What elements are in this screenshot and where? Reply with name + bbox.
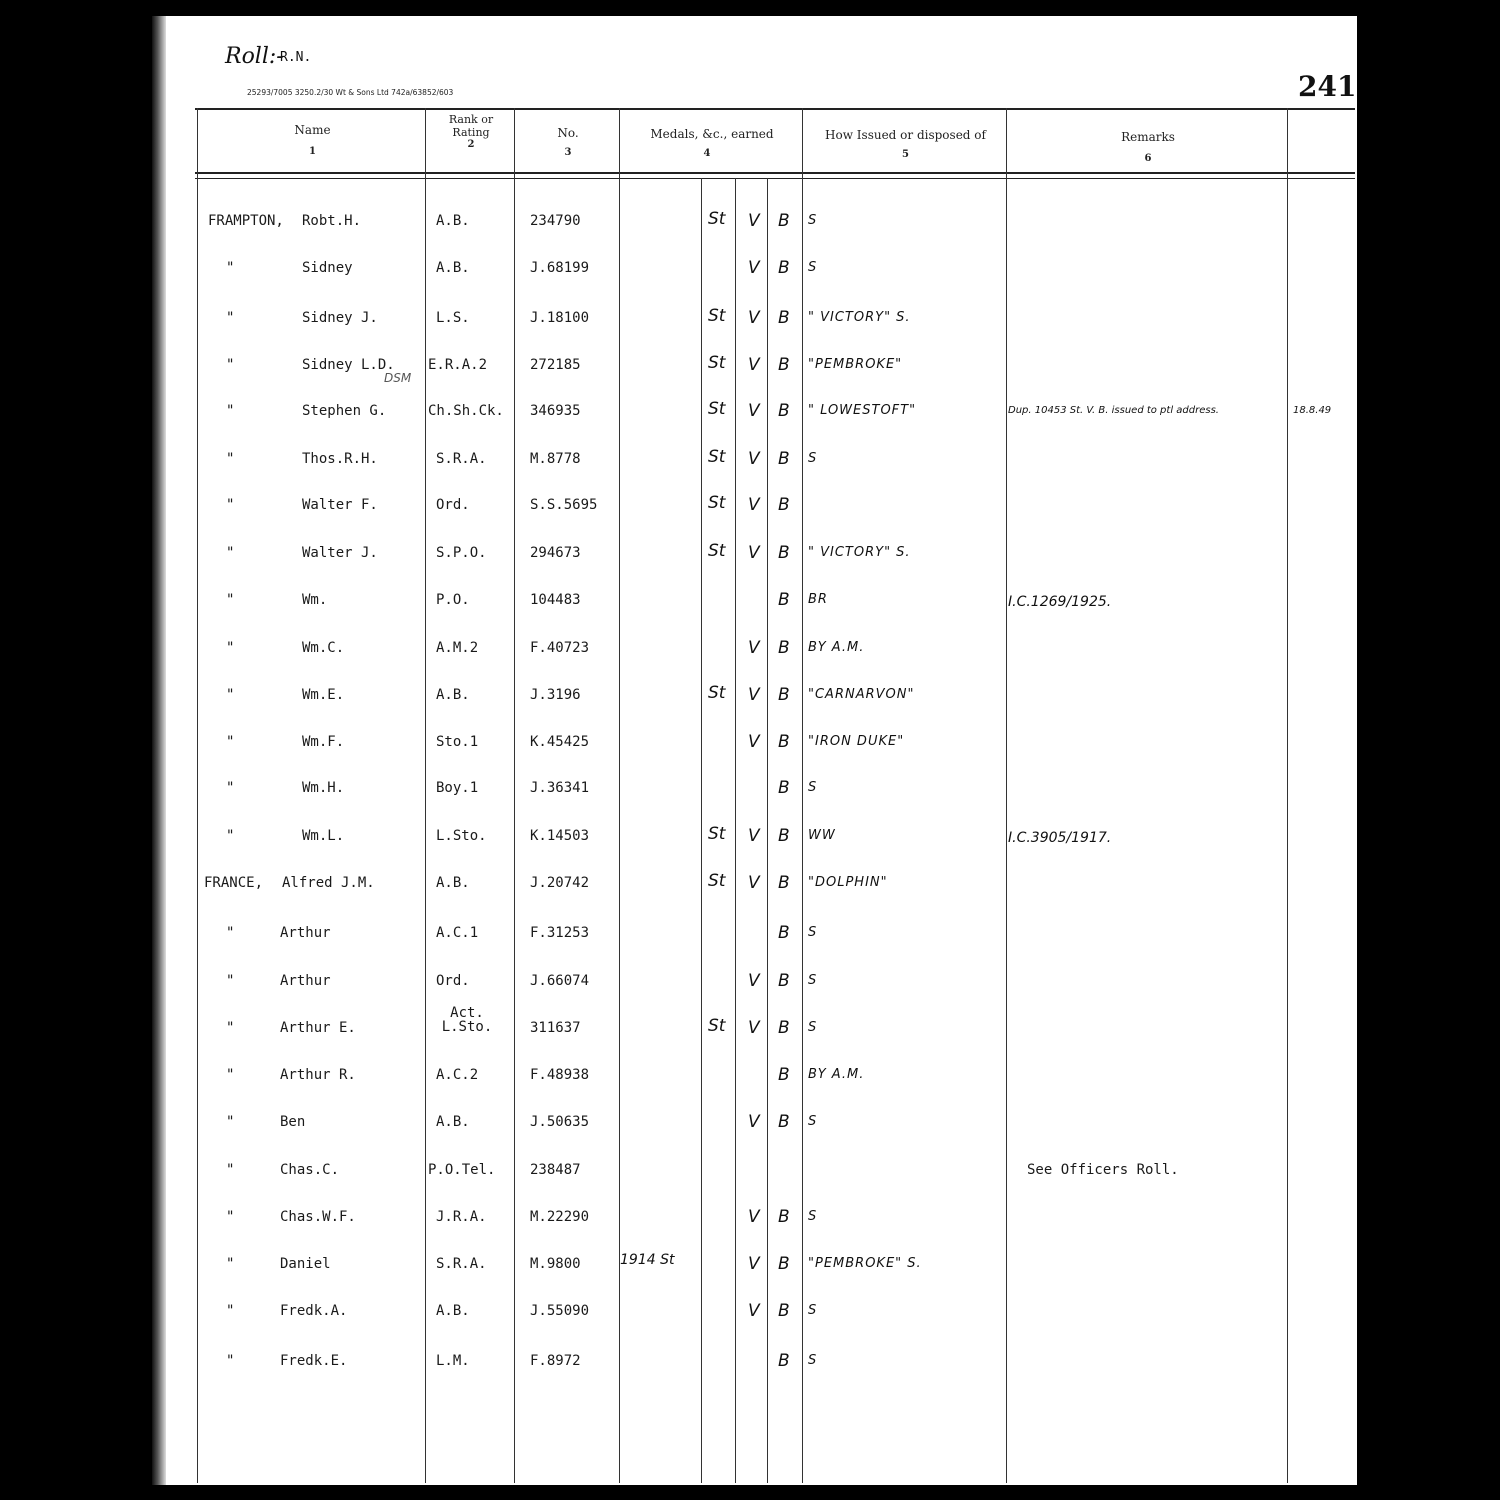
colhead-no: No. 3 [557, 126, 579, 158]
row-medal-victory: V [748, 401, 760, 421]
row-given-name: Fredk.E. [280, 1353, 348, 1369]
roll-title: Roll:- [225, 44, 284, 69]
colhead-name: Name 1 [294, 123, 331, 157]
row-given-name: Wm.F. [302, 734, 345, 750]
row-how-issued: S [808, 1303, 818, 1318]
row-given-name: Wm. [302, 592, 328, 608]
col-rule-1 [425, 108, 426, 1483]
print-code: 25293/7005 3250.2/30 Wt & Sons Ltd 742a/63852/603 [247, 88, 454, 97]
row-medal-star: St [708, 871, 726, 891]
row-given-name: Daniel [280, 1256, 331, 1272]
row-medal-victory: V [748, 826, 760, 846]
row-ditto-mark: " [226, 1162, 235, 1178]
row-medal-british: B [778, 1065, 790, 1085]
row-ditto-mark: " [226, 734, 235, 750]
row-given-name: Fredk.A. [280, 1303, 348, 1319]
row-service-number: J.66074 [530, 973, 590, 989]
row-rank: L.M. [436, 1353, 470, 1369]
medal-subrule-3 [767, 178, 768, 1483]
row-service-number: F.48938 [530, 1067, 590, 1083]
row-rank: E.R.A.2 [428, 357, 488, 373]
row-service-number: J.50635 [530, 1114, 590, 1130]
row-ditto-mark: " [226, 780, 235, 796]
row-medal-star: St [708, 353, 726, 373]
row-service-number: 346935 [530, 403, 581, 419]
row-remark: Dup. 10453 St. V. B. issued to ptl address. [1008, 405, 1219, 416]
colhead-medals: Medals, &c., earned 4 [650, 127, 774, 159]
row-given-name: Alfred J.M. [282, 875, 375, 891]
row-service-number: J.36341 [530, 780, 590, 796]
row-medal-star: St [708, 399, 726, 419]
row-service-number: 272185 [530, 357, 581, 373]
row-medal-british: B [778, 1207, 790, 1227]
row-medal-british: B [778, 590, 790, 610]
row-medal-british: B [778, 685, 790, 705]
row-rank: S.P.O. [436, 545, 487, 561]
row-given-name: Sidney [302, 260, 353, 276]
row-medal-victory: V [748, 732, 760, 752]
row-given-name: Walter J. [302, 545, 378, 561]
row-ditto-mark: " [226, 1303, 235, 1319]
row-medal-british: B [778, 638, 790, 658]
row-service-number: J.18100 [530, 310, 590, 326]
row-how-issued: S [808, 260, 818, 275]
row-ditto-mark: " [226, 1209, 235, 1225]
table-top-rule [195, 108, 1355, 110]
row-how-issued: " LOWESTOFT" [808, 403, 917, 418]
row-ditto-mark: " [226, 310, 235, 326]
row-service-number: M.22290 [530, 1209, 590, 1225]
row-service-number: 104483 [530, 592, 581, 608]
row-ditto-mark: " [226, 1114, 235, 1130]
row-ditto-mark: " [226, 1256, 235, 1272]
row-medal-british: B [778, 923, 790, 943]
row-given-name: Sidney L.D. [302, 357, 395, 373]
row-ditto-mark: " [226, 1020, 235, 1036]
col-rule-6 [1287, 108, 1288, 1483]
row-medal-british: B [778, 1301, 790, 1321]
row-rank: A.C.1 [436, 925, 479, 941]
row-rank: P.O. [436, 592, 470, 608]
header-bottom-rule [195, 172, 1355, 174]
row-medal-british: B [778, 1351, 790, 1371]
page-number: 241 [1298, 70, 1357, 103]
row-medal-victory: V [748, 1301, 760, 1321]
row-service-number: 294673 [530, 545, 581, 561]
row-ditto-mark: " [226, 828, 235, 844]
row-medal-british: B [778, 971, 790, 991]
row-medal-victory: V [748, 258, 760, 278]
row-service-number: F.8972 [530, 1353, 581, 1369]
row-medal-british: B [778, 732, 790, 752]
row-medal-star: St [708, 683, 726, 703]
row-medal-star: St [708, 306, 726, 326]
row-service-number: 234790 [530, 213, 581, 229]
medal-subrule-1 [701, 178, 702, 1483]
row-rank: L.Sto. [436, 828, 487, 844]
row-rank: L.S. [436, 310, 470, 326]
row-medal-victory: V [748, 638, 760, 658]
row-medal-british: B [778, 449, 790, 469]
row-medal-star: St [708, 447, 726, 467]
row-medal-victory: V [748, 211, 760, 231]
row-rank: A.C.2 [436, 1067, 479, 1083]
row-how-issued: S [808, 1114, 818, 1129]
row-given-name: Wm.E. [302, 687, 345, 703]
row-rank: Ch.Sh.Ck. [428, 403, 504, 419]
row-service-number: J.68199 [530, 260, 590, 276]
row-remark: I.C.3905/1917. [1008, 830, 1112, 846]
row-ditto-mark: " [226, 1067, 235, 1083]
row-medal-british: B [778, 211, 790, 231]
roll-service: R.N. [280, 50, 312, 65]
row-medal-victory: V [748, 355, 760, 375]
row-rank: P.O.Tel. [428, 1162, 496, 1178]
row-how-issued: S [808, 780, 818, 795]
row-ditto-mark: " [226, 451, 235, 467]
row-rank: Act. L.Sto. [441, 1005, 493, 1035]
row-service-number: J.3196 [530, 687, 581, 703]
col-rule-3 [619, 108, 620, 1483]
row-service-number: 311637 [530, 1020, 581, 1036]
row-how-issued: "PEMBROKE" S. [808, 1256, 922, 1271]
row-ditto-mark: " [226, 592, 235, 608]
row-medal-british: B [778, 543, 790, 563]
row-ditto-mark: " [226, 973, 235, 989]
row-medal-british: B [778, 1112, 790, 1132]
row-remark-date: 18.8.49 [1293, 405, 1332, 416]
scan-border-right [1357, 0, 1500, 1500]
row-service-number: M.9800 [530, 1256, 581, 1272]
row-rank: A.B. [436, 1303, 470, 1319]
row-ditto-mark: " [226, 925, 235, 941]
row-ditto-mark: " [226, 260, 235, 276]
row-given-name: Walter F. [302, 497, 378, 513]
row-rank: Sto.1 [436, 734, 479, 750]
row-how-issued: "DOLPHIN" [808, 875, 888, 890]
row-surname: FRANCE, [204, 875, 264, 891]
row-medal-british: B [778, 308, 790, 328]
row-service-number: S.S.5695 [530, 497, 598, 513]
row-how-issued: "CARNARVON" [808, 687, 915, 702]
row-medal-british: B [778, 355, 790, 375]
row-medal-british: B [778, 1254, 790, 1274]
row-service-number: J.55090 [530, 1303, 590, 1319]
row-given-name: Thos.R.H. [302, 451, 378, 467]
medal-subrule-2 [735, 178, 736, 1483]
col-rule-5 [1006, 108, 1007, 1483]
row-given-name: Arthur [280, 925, 331, 941]
row-medal-british: B [778, 495, 790, 515]
row-ditto-mark: " [226, 497, 235, 513]
row-how-issued: BR [808, 592, 828, 607]
sheet-binding-edge [152, 16, 166, 1485]
row-medal-star: St [708, 824, 726, 844]
col-rule-2 [514, 108, 515, 1483]
row-ditto-mark: " [226, 545, 235, 561]
header-bottom-rule-2 [195, 178, 1355, 179]
row-rank: J.R.A. [436, 1209, 487, 1225]
row-given-name: Ben [280, 1114, 306, 1130]
row-remark: See Officers Roll. [1027, 1162, 1179, 1178]
row-medal-victory: V [748, 1254, 760, 1274]
row-given-name: Chas.C. [280, 1162, 340, 1178]
row-ditto-mark: " [226, 403, 235, 419]
row-service-number: F.40723 [530, 640, 590, 656]
row-rank: A.M.2 [436, 640, 479, 656]
row-medal-victory: V [748, 1018, 760, 1038]
row-remark: I.C.1269/1925. [1008, 594, 1112, 610]
row-how-issued: " VICTORY" S. [808, 545, 911, 560]
row-given-name: Chas.W.F. [280, 1209, 356, 1225]
row-ditto-mark: " [226, 687, 235, 703]
row-ditto-mark: " [226, 1353, 235, 1369]
row-medal-victory: V [748, 1207, 760, 1227]
row-medal-star: St [708, 1016, 726, 1036]
row-rank: A.B. [436, 875, 470, 891]
row-given-name: Wm.C. [302, 640, 345, 656]
row-how-issued: " VICTORY" S. [808, 310, 911, 325]
row-given-name: Robt.H. [302, 213, 362, 229]
row-how-issued: S [808, 1353, 818, 1368]
row-how-issued: S [808, 925, 818, 940]
row-service-number: K.45425 [530, 734, 590, 750]
row-how-issued: WW [808, 828, 836, 843]
row-medal-british: B [778, 826, 790, 846]
row-rank: Ord. [436, 497, 470, 513]
row-medal-british: B [778, 873, 790, 893]
row-medal-victory: V [748, 685, 760, 705]
row-rank: Boy.1 [436, 780, 479, 796]
row-how-issued: S [808, 973, 818, 988]
col-rule-4 [802, 108, 803, 1483]
row-medal-british: B [778, 258, 790, 278]
row-medal-star: St [708, 493, 726, 513]
scan-border-top [0, 0, 1500, 16]
row-note: DSM [384, 371, 412, 385]
row-medal-victory: V [748, 495, 760, 515]
row-service-number: F.31253 [530, 925, 590, 941]
colhead-how: How Issued or disposed of 5 [825, 128, 986, 160]
row-how-issued: "IRON DUKE" [808, 734, 905, 749]
row-medal-star: 1914 St [620, 1252, 675, 1268]
row-rank: S.R.A. [436, 1256, 487, 1272]
row-given-name: Arthur E. [280, 1020, 356, 1036]
row-how-issued: S [808, 213, 818, 228]
scan-border-left [0, 0, 152, 1500]
row-rank: Ord. [436, 973, 470, 989]
row-rank: A.B. [436, 687, 470, 703]
row-medal-victory: V [748, 1112, 760, 1132]
row-medal-star: St [708, 209, 726, 229]
row-service-number: J.20742 [530, 875, 590, 891]
col-rule-0 [197, 108, 198, 1483]
row-how-issued: "PEMBROKE" [808, 357, 903, 372]
row-medal-star: St [708, 541, 726, 561]
scan-border-bottom [0, 1485, 1500, 1500]
row-given-name: Wm.H. [302, 780, 345, 796]
row-medal-victory: V [748, 873, 760, 893]
row-medal-victory: V [748, 543, 760, 563]
row-how-issued: S [808, 1209, 818, 1224]
row-ditto-mark: " [226, 357, 235, 373]
row-given-name: Stephen G. [302, 403, 387, 419]
row-how-issued: S [808, 451, 818, 466]
row-rank: A.B. [436, 213, 470, 229]
row-how-issued: BY A.M. [808, 1067, 865, 1082]
colhead-remarks: Remarks 6 [1121, 130, 1175, 164]
row-rank: A.B. [436, 260, 470, 276]
row-ditto-mark: " [226, 640, 235, 656]
row-surname: FRAMPTON, [208, 213, 284, 229]
row-medal-british: B [778, 401, 790, 421]
colhead-rank: Rank or Rating 2 [448, 113, 494, 150]
row-rank: A.B. [436, 1114, 470, 1130]
row-given-name: Arthur [280, 973, 331, 989]
row-medal-british: B [778, 1018, 790, 1038]
row-medal-british: B [778, 778, 790, 798]
row-given-name: Sidney J. [302, 310, 378, 326]
row-how-issued: S [808, 1020, 818, 1035]
row-medal-victory: V [748, 308, 760, 328]
row-given-name: Arthur R. [280, 1067, 356, 1083]
row-given-name: Wm.L. [302, 828, 345, 844]
row-medal-victory: V [748, 449, 760, 469]
row-how-issued: BY A.M. [808, 640, 865, 655]
row-rank: S.R.A. [436, 451, 487, 467]
row-service-number: 238487 [530, 1162, 581, 1178]
row-medal-victory: V [748, 971, 760, 991]
row-service-number: M.8778 [530, 451, 581, 467]
row-service-number: K.14503 [530, 828, 590, 844]
